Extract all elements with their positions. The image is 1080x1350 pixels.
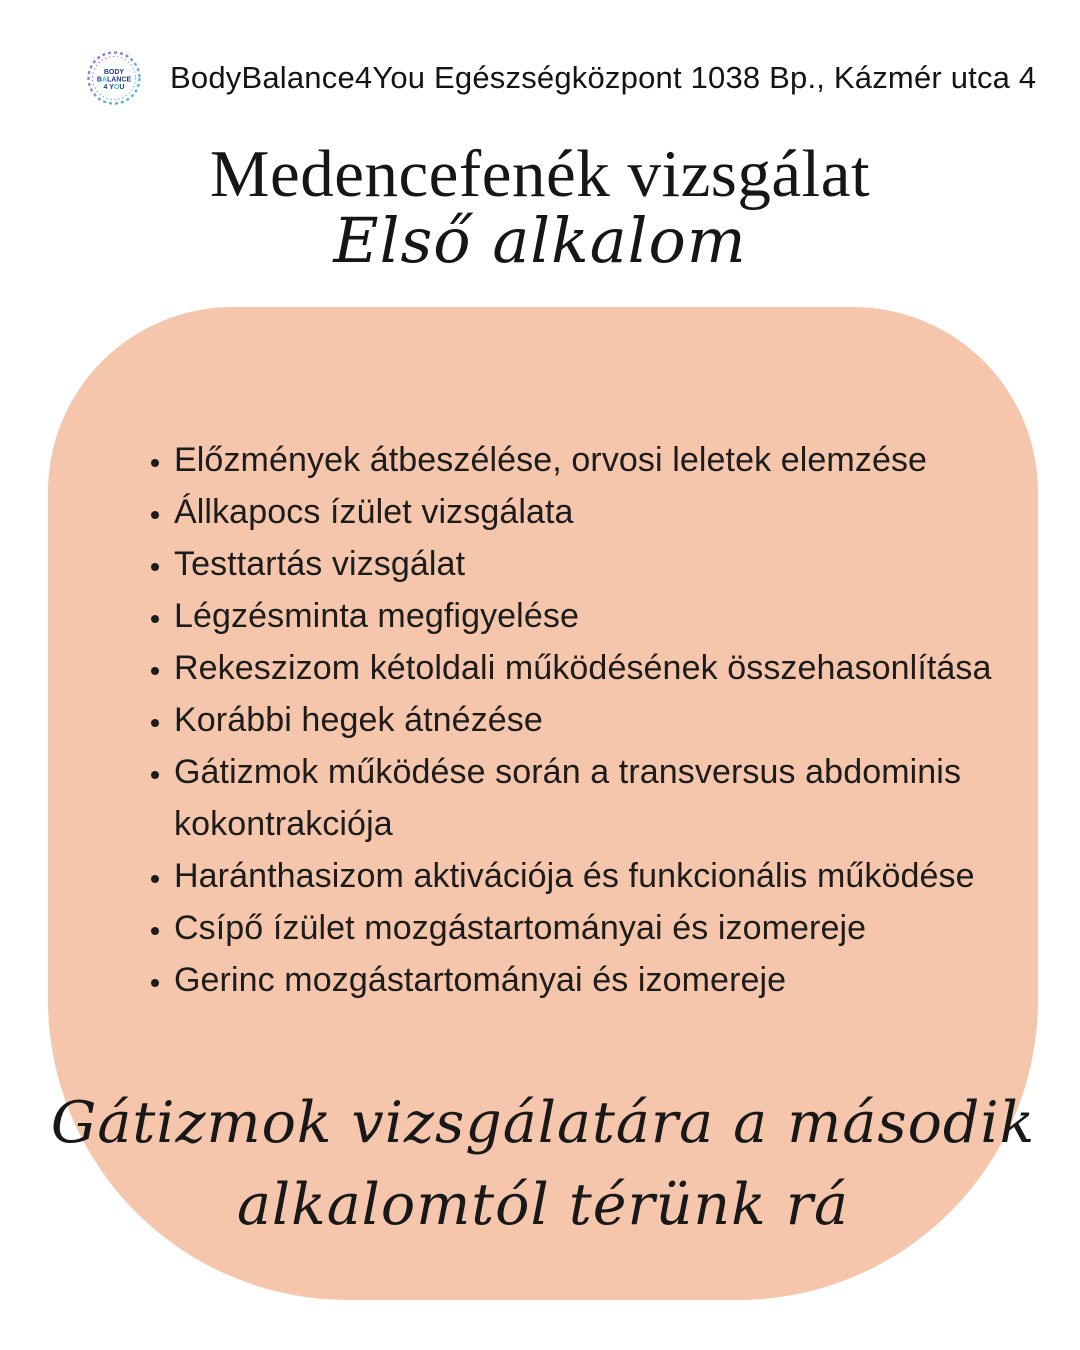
list-item: • Rekeszizom kétoldali működésének összehasonlítása	[174, 642, 1028, 694]
list-item: • Előzmények átbeszélése, orvosi leletek elemzése	[174, 434, 1028, 486]
list-item: • Korábbi hegek átnézése	[174, 694, 1028, 746]
list-item: • Állkapocs ízület vizsgálata	[174, 486, 1028, 538]
logo-text-line2: BALANCE	[96, 76, 132, 84]
footnote-line-1: Gátizmok vizsgálatára a második	[50, 1090, 1036, 1156]
page-subtitle: Első alkalom	[333, 204, 747, 277]
logo-svg	[86, 50, 142, 106]
footnote-script-text	[48, 1082, 1038, 1246]
list-item: • Csípő ízület mozgástartományai és izomereje	[174, 902, 1028, 954]
list-item: • Gerinc mozgástartományai és izomereje	[174, 954, 1028, 1006]
header	[86, 46, 1040, 110]
body-balance-logo-icon	[86, 50, 142, 106]
page-title: Medencefenék vizsgálat	[209, 137, 871, 211]
logo-text-line1: BODY	[103, 69, 125, 76]
list-item: • Haránthasizom aktivációja és funkcionális működése	[174, 850, 1028, 902]
list-item: • Testtartás vizsgálat	[174, 538, 1028, 590]
examination-checklist	[144, 434, 1028, 1006]
logo-text-line3: 4 YOU	[103, 84, 125, 91]
list-item: • Légzésminta megfigyelése	[174, 590, 1028, 642]
checklist-panel	[48, 307, 1038, 1300]
clinic-address-line: BodyBalance4You Egészségközpont 1038 Bp., Kázmér utca 4	[170, 60, 1037, 95]
list-item: • Gátizmok működése során a transversus abdominis kokontrakciója	[174, 746, 1028, 850]
footnote-line-2: alkalomtól térünk rá	[236, 1172, 850, 1238]
